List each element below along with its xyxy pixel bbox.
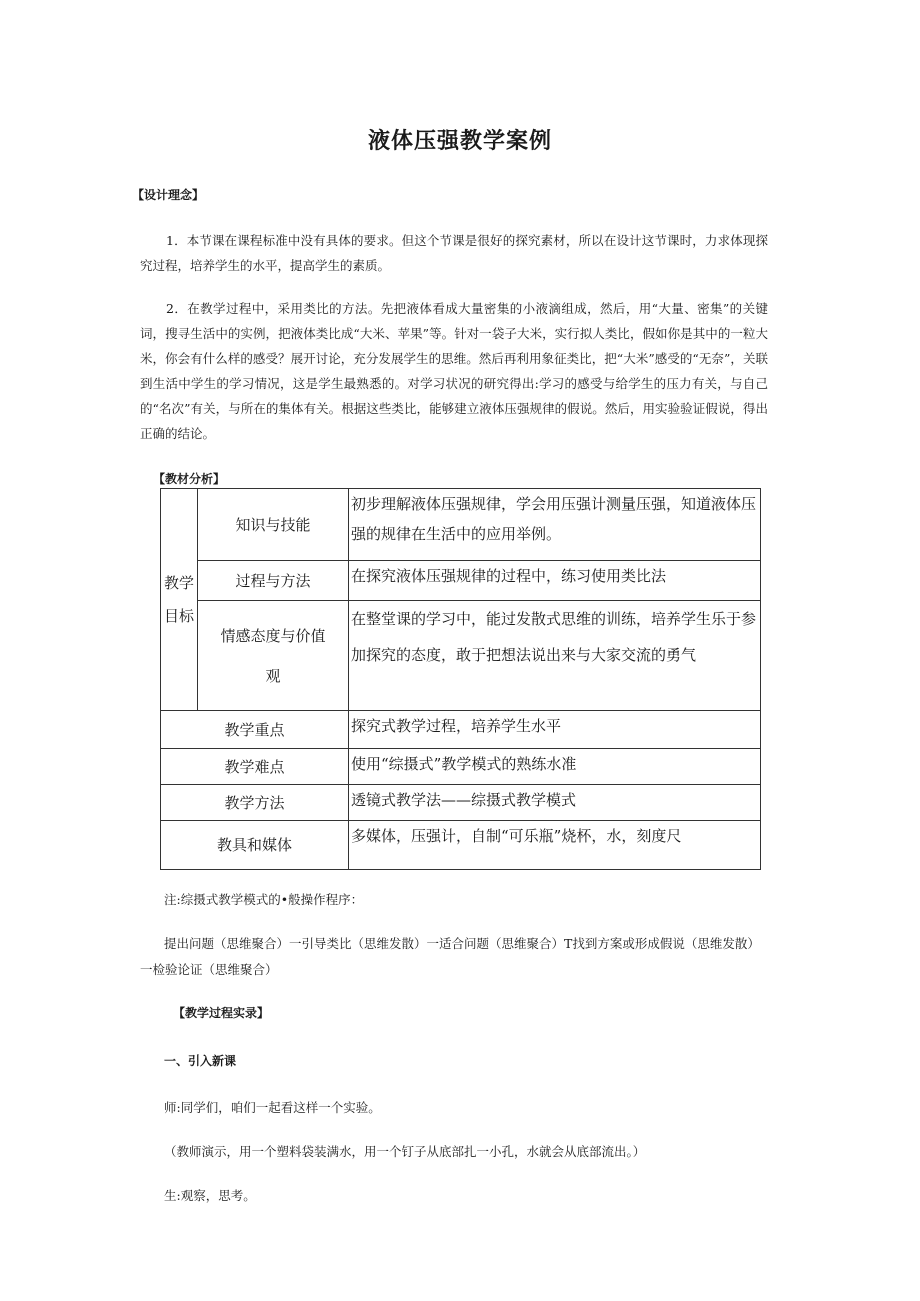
row-label: 知识与技能	[198, 489, 349, 561]
design-heading: 【设计理念】	[132, 188, 205, 202]
row-content: 探究式教学过程，培养学生水平	[349, 711, 761, 749]
demo-description: （教师演示，用一个塑料袋装满水，用一个钉子从底部扎一小孔，水就会从底部流出。）	[164, 1144, 646, 1159]
teacher-line: 师:同学们，咱们一起看这样一个实验。	[164, 1100, 381, 1115]
row-label: 过程与方法	[198, 561, 349, 601]
table-row	[161, 489, 761, 561]
student-line: 生:观察，思考。	[164, 1188, 256, 1203]
page-title: 液体压强教学案例	[367, 129, 552, 154]
goal-label: 教学目标	[163, 573, 194, 625]
row-label: 教学难点	[161, 749, 349, 785]
row-label: 教学重点	[161, 711, 349, 749]
teaching-goals-table	[160, 488, 761, 870]
table-row	[161, 821, 761, 870]
design-paragraph-1: 1．本节课在课程标准中没有具体的要求。但这个节课是很好的探究素材，所以在设计这节课时，力求体现探究过程，培养学生的水平，提高学生的素质。	[140, 233, 768, 273]
table-row	[161, 711, 761, 749]
design-paragraph-2: 2．在教学过程中，采用类比的方法。先把液体看成大量密集的小液滴组成，然后，用“大量、密集”的关键词，搜寻生活中的实例，把液体类比成“大米、苹果”等。针对一袋子大米，实行拟人类比，假如你是其中的一粒大米，你会有什么样的感受？展开讨论，充分发展学生的思维。然后再利用象征类比，把“大米”感受的“无奈”，关联到生活中学生的学习情况，这是学生最熟悉的。对学习状况的研究得出:学习的感受与给学生的压力有关，与自己的“名次”有关，与所在的集体有关。根据这些类比，能够建立液体压强规律的假说。然后，用实验验证假说，得出正确的结论。	[140, 301, 768, 441]
note-line-1: 注:综摄式教学模式的•般操作程序：	[164, 892, 364, 907]
row-label: 教学方法	[161, 785, 349, 821]
row-label: 情感态度与价值观	[198, 601, 349, 711]
table-row	[161, 601, 761, 711]
goal-label-cell	[161, 489, 198, 711]
analysis-heading: 【教材分析】	[153, 472, 226, 486]
row-content: 初步理解液体压强规律，学会用压强计测量压强，知道液体压强的规律在生活中的应用举例。	[349, 489, 761, 561]
note-line-3: 一检验论证（思维聚合）	[140, 962, 278, 977]
row-content: 使用“综摄式”教学模式的熟练水准	[349, 749, 761, 785]
row-content: 多媒体，压强计，自制“可乐瓶”烧杯，水，刻度尺	[349, 821, 761, 870]
table-row	[161, 561, 761, 601]
section-heading-intro: 一、引入新课	[164, 1054, 237, 1068]
process-heading: 【教学过程实录】	[173, 1006, 270, 1020]
table-row	[161, 785, 761, 821]
row-content: 在探究液体压强规律的过程中，练习使用类比法	[349, 561, 761, 601]
row-content: 在整堂课的学习中，能过发散式思维的训练，培养学生乐于参加探究的态度，敢于把想法说出来与大家交流的勇气	[349, 601, 761, 711]
row-label: 教具和媒体	[161, 821, 349, 870]
note-line-2: 提出问题（思维聚合）一引导类比（思维发散）一适合问题（思维聚合）T找到方案或形成假说（思维发散）	[164, 936, 760, 951]
row-content: 透镜式教学法——综摄式教学模式	[349, 785, 761, 821]
table-row	[161, 749, 761, 785]
